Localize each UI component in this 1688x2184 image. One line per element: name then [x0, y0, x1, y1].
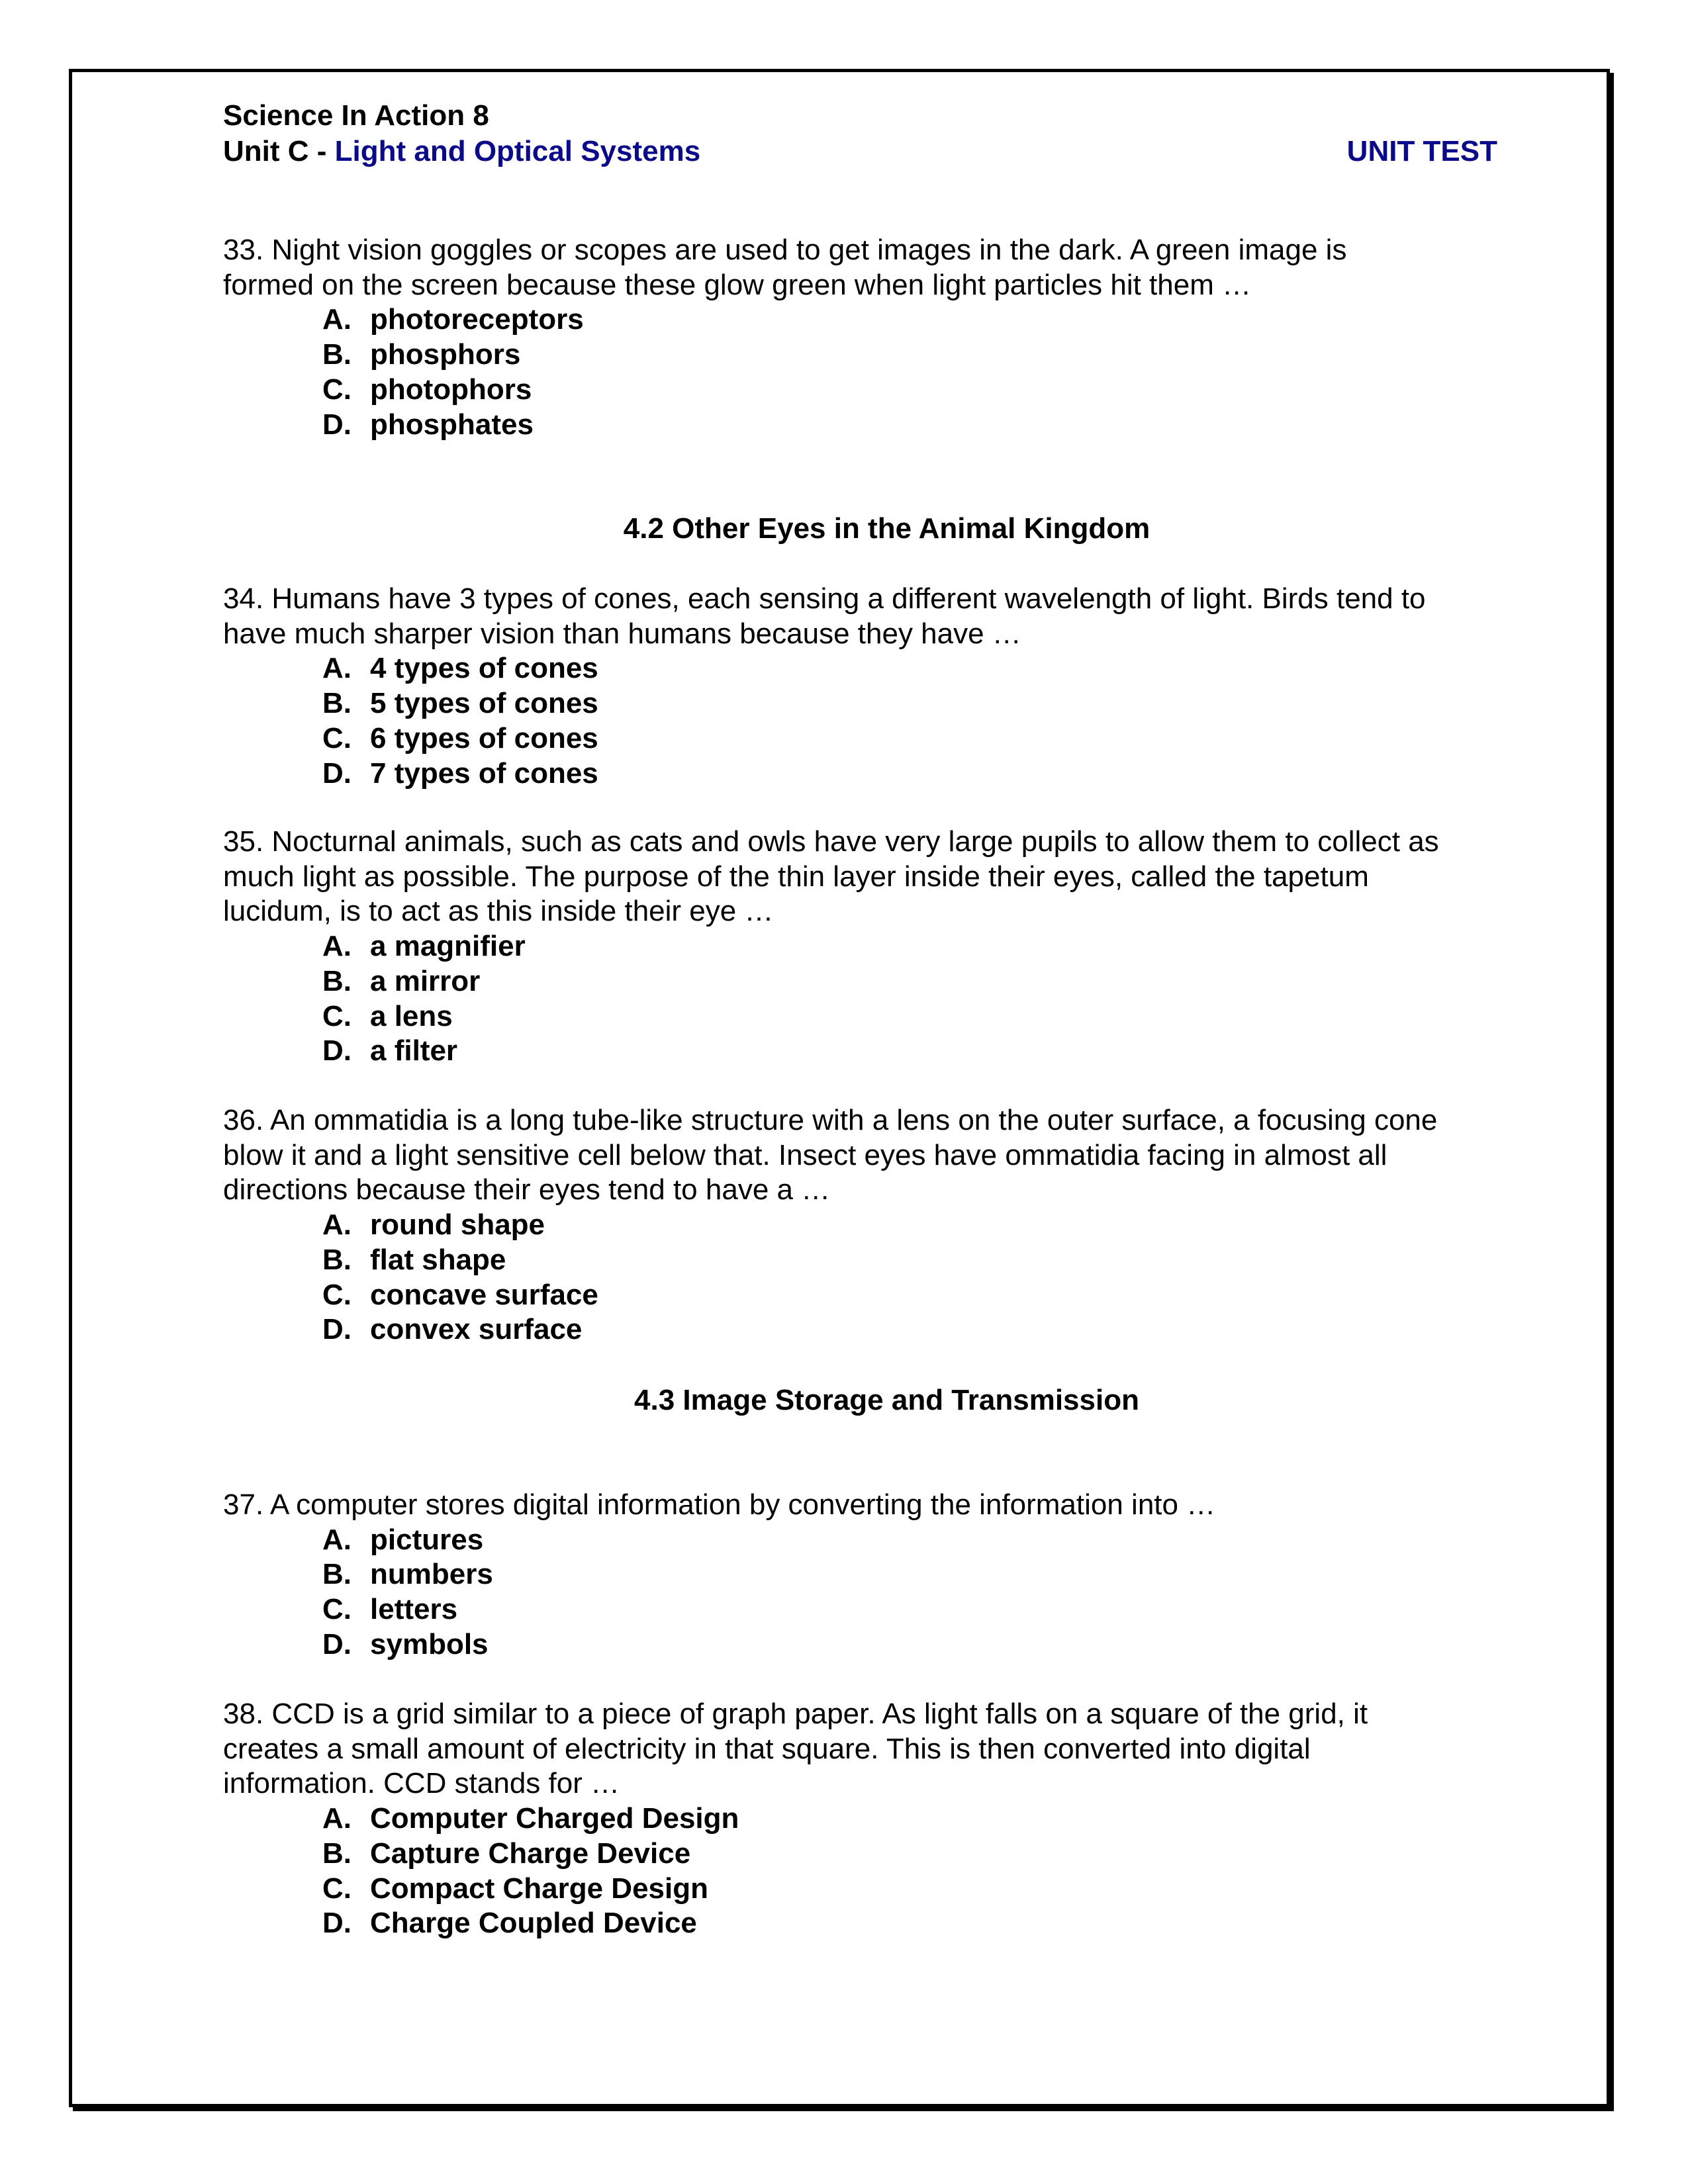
- option-text: a magnifier: [370, 930, 526, 963]
- option-text: letters: [370, 1593, 458, 1626]
- option-text: Capture Charge Device: [370, 1837, 691, 1870]
- option-text: 5 types of cones: [370, 687, 598, 720]
- unit-topic: Light and Optical Systems: [334, 135, 701, 167]
- option-letter: C.: [322, 1593, 352, 1626]
- option-text: numbers: [370, 1558, 493, 1591]
- option-b: [223, 1837, 1497, 1872]
- option-text: photoreceptors: [370, 303, 584, 336]
- option-a: [223, 1208, 1497, 1243]
- option-letter: C.: [322, 999, 352, 1032]
- option-text: 7 types of cones: [370, 756, 598, 790]
- option-text: a filter: [370, 1034, 458, 1068]
- question-33: [223, 233, 1497, 442]
- option-text: 4 types of cones: [370, 652, 598, 685]
- option-letter: D.: [322, 1313, 352, 1346]
- option-text: Charge Coupled Device: [370, 1907, 697, 1940]
- question-line: 34. Humans have 3 types of cones, each sensing a different wavelength of light. Birds tend to: [223, 582, 1426, 615]
- section-heading-4-2: 4.2 Other Eyes in the Animal Kingdom: [623, 512, 1150, 545]
- option-letter: B.: [322, 964, 352, 997]
- option-text: Computer Charged Design: [370, 1802, 739, 1835]
- question-line: 33. Night vision goggles or scopes are used to get images in the dark. A green image is: [223, 234, 1347, 266]
- question-38: [223, 1697, 1497, 1941]
- unit-header: [223, 134, 1497, 169]
- question-35: [223, 825, 1497, 1069]
- option-letter: A.: [322, 1523, 352, 1556]
- option-letter: C.: [322, 1278, 352, 1311]
- course-title: [223, 98, 1497, 134]
- option-b: [223, 964, 1497, 999]
- option-letter: C.: [322, 1872, 352, 1905]
- option-text: round shape: [370, 1208, 545, 1242]
- question-line: have much sharper vision than humans because they have …: [223, 617, 1021, 650]
- option-c: [223, 999, 1497, 1034]
- option-a: [223, 929, 1497, 964]
- option-d: [223, 408, 1497, 443]
- question-line: 35. Nocturnal animals, such as cats and owls have very large pupils to allow them to collect as: [223, 825, 1439, 858]
- option-text: convex surface: [370, 1313, 583, 1346]
- option-text: symbols: [370, 1627, 489, 1661]
- option-a: [223, 302, 1497, 338]
- option-b: [223, 1243, 1497, 1278]
- option-letter: B.: [322, 1243, 352, 1276]
- option-c: [223, 373, 1497, 408]
- option-c: [223, 1872, 1497, 1907]
- option-text: 6 types of cones: [370, 721, 598, 754]
- option-letter: D.: [322, 408, 352, 441]
- option-text: concave surface: [370, 1278, 598, 1311]
- section-heading-4-3: 4.3 Image Storage and Transmission: [634, 1384, 1139, 1416]
- option-b: [223, 338, 1497, 373]
- question-line: information. CCD stands for …: [223, 1767, 620, 1800]
- option-letter: B.: [322, 1558, 352, 1591]
- question-34: [223, 582, 1497, 791]
- option-a: [223, 1801, 1497, 1837]
- option-letter: D.: [322, 756, 352, 790]
- option-d: [223, 756, 1497, 792]
- question-line: directions because their eyes tend to have a …: [223, 1173, 831, 1206]
- option-letter: D.: [322, 1627, 352, 1661]
- question-line: 38. CCD is a grid similar to a piece of graph paper. As light falls on a square of the grid, it: [223, 1698, 1368, 1730]
- option-d: [223, 1034, 1497, 1069]
- option-a: [223, 1523, 1497, 1558]
- test-label: UNIT TEST: [1346, 135, 1497, 167]
- option-letter: B.: [322, 1837, 352, 1870]
- question-36: [223, 1103, 1497, 1347]
- option-letter: A.: [322, 1208, 352, 1242]
- question-line: creates a small amount of electricity in that square. This is then converted into digital: [223, 1732, 1311, 1765]
- option-letter: D.: [322, 1907, 352, 1940]
- option-d: [223, 1906, 1497, 1941]
- option-text: photophors: [370, 373, 532, 406]
- option-text: phosphates: [370, 408, 534, 441]
- option-text: a lens: [370, 999, 453, 1032]
- course-name: Science In Action 8: [223, 99, 489, 132]
- option-text: flat shape: [370, 1243, 506, 1276]
- question-line: blow it and a light sensitive cell below that. Insect eyes have ommatidia facing in almost all: [223, 1138, 1387, 1171]
- question-line: lucidum, is to act as this inside their eye …: [223, 895, 774, 928]
- option-text: pictures: [370, 1523, 484, 1556]
- option-letter: D.: [322, 1034, 352, 1068]
- option-c: [223, 721, 1497, 756]
- option-text: a mirror: [370, 964, 481, 997]
- question-line: 36. An ommatidia is a long tube-like structure with a lens on the outer surface, a focusing cone: [223, 1104, 1438, 1136]
- option-text: Compact Charge Design: [370, 1872, 708, 1905]
- option-b: [223, 686, 1497, 721]
- option-letter: A.: [322, 303, 352, 336]
- option-d: [223, 1627, 1497, 1662]
- option-letter: B.: [322, 687, 352, 720]
- question-line: 37. A computer stores digital information by converting the information into …: [223, 1488, 1216, 1521]
- option-letter: C.: [322, 721, 352, 754]
- option-letter: A.: [322, 652, 352, 685]
- option-letter: A.: [322, 1802, 352, 1835]
- option-c: [223, 1278, 1497, 1313]
- option-letter: A.: [322, 930, 352, 963]
- unit-label: Unit C -: [223, 135, 327, 167]
- question-line: formed on the screen because these glow green when light particles hit them …: [223, 268, 1252, 301]
- question-37: [223, 1488, 1497, 1662]
- option-a: [223, 651, 1497, 686]
- option-b: [223, 1557, 1497, 1592]
- option-text: phosphors: [370, 338, 521, 371]
- option-d: [223, 1312, 1497, 1347]
- option-c: [223, 1592, 1497, 1627]
- question-line: much light as possible. The purpose of the thin layer inside their eyes, called the tapetum: [223, 860, 1369, 893]
- option-letter: C.: [322, 373, 352, 406]
- option-letter: B.: [322, 338, 352, 371]
